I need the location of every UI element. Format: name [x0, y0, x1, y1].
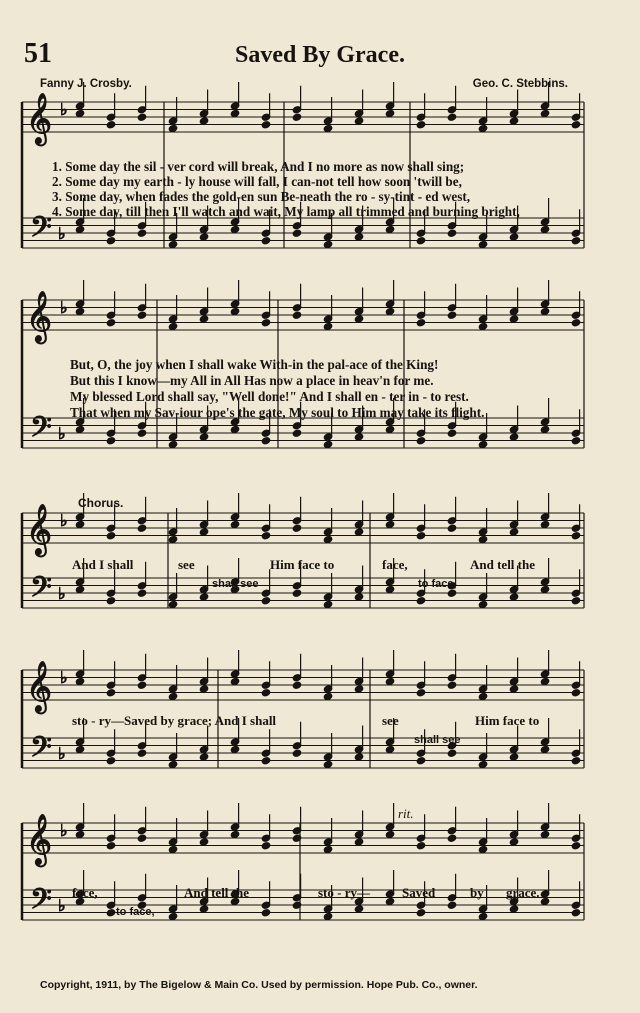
chorus-lyric-1: And I shall — [72, 557, 134, 572]
chorus-echo-2: to face, — [418, 578, 457, 590]
treble-staff-2 — [22, 300, 584, 330]
treble-staff-3 — [22, 513, 584, 543]
treble-notes-2 — [75, 280, 581, 331]
chorus-label: Chorus. — [78, 496, 124, 510]
verse-line-3: 3. Some day, when fades the gold-en sun Be-neath the ro - sy-tint - ed west, — [52, 189, 471, 204]
key-signature-bass-4: ♭ — [58, 744, 66, 763]
chorus-lyric-9: face, — [72, 885, 98, 900]
chorus-lyric-7: see — [382, 713, 399, 728]
key-signature-treble-3: ♭ — [60, 511, 68, 530]
treble-notes-1 — [75, 82, 581, 133]
treble-notes-3 — [75, 493, 581, 544]
treble-clef-3: 𝄞 — [26, 504, 53, 555]
treble-clef-4: 𝄞 — [26, 661, 53, 712]
chorus-echo-4: to face, — [116, 906, 155, 918]
treble-clef-1: 𝄞 — [26, 93, 53, 144]
verse2-line-1: But, O, the joy when I shall wake With-in the pal-ace of the King! — [70, 357, 439, 372]
chorus-echo-3: shall see — [414, 734, 461, 746]
bass-staff-4 — [22, 738, 584, 768]
treble-clef-2: 𝄞 — [26, 291, 53, 342]
chorus-lyric-14: grace. — [506, 885, 540, 900]
chorus-lyric-2: see — [178, 557, 195, 572]
ritardando-mark: rit. — [398, 806, 414, 821]
treble-staff-5 — [22, 823, 584, 853]
chorus-lyric-12: Saved — [402, 885, 436, 900]
author-credit: Fanny J. Crosby. — [40, 78, 132, 90]
chorus-lyric-6: sto - ry—Saved by grace; And I shall — [72, 713, 277, 728]
verse-line-4: 4. Some day, till then I'll watch and wait, My lamp all trimmed and burning bright, — [52, 204, 520, 219]
key-signature-treble-1: ♭ — [60, 100, 68, 119]
chorus-lyric-5: And tell the — [470, 557, 535, 572]
chorus-lyric-4: face, — [382, 557, 408, 572]
treble-notes-4 — [75, 650, 581, 701]
treble-staff-1 — [22, 102, 584, 132]
hymn-number: 51 — [24, 38, 52, 69]
copyright-notice: Copyright, 1911, by The Bigelow & Main Co. Used by permission. Hope Pub. Co., owner. — [40, 979, 478, 991]
verse2-line-3: My blessed Lord shall say, "Well done!" And I shall en - ter in - to rest. — [70, 389, 469, 404]
treble-notes-5 — [75, 803, 581, 854]
key-signature-treble-4: ♭ — [60, 668, 68, 687]
chorus-lyric-11: sto - ry— — [318, 885, 370, 900]
chorus-echo-1: shall see — [212, 578, 259, 590]
bass-clef-5: 𝄢 — [30, 883, 52, 923]
hymn-title: Saved By Grace. — [235, 42, 405, 68]
chorus-lyric-8: Him face to — [475, 713, 540, 728]
bass-clef-2: 𝄢 — [30, 411, 52, 451]
key-signature-bass-3: ♭ — [58, 584, 66, 603]
key-signature-bass-1: ♭ — [58, 224, 66, 243]
bass-staff-5 — [22, 890, 584, 920]
composer-credit: Geo. C. Stebbins. — [472, 78, 568, 90]
bass-staff-1 — [22, 218, 584, 248]
bass-staff-2 — [22, 418, 584, 448]
chorus-lyric-10: And tell the — [184, 885, 249, 900]
verse2-line-2: But this I know—my All in All Has now a place in heav'n for me. — [70, 373, 434, 388]
bass-clef-4: 𝄢 — [30, 731, 52, 771]
treble-clef-5: 𝄞 — [26, 814, 53, 865]
key-signature-bass-2: ♭ — [58, 424, 66, 443]
key-signature-treble-5: ♭ — [60, 821, 68, 840]
verse-line-1: 1. Some day the sil - ver cord will break, And I no more as now shall sing; — [52, 159, 465, 174]
treble-staff-4 — [22, 670, 584, 700]
chorus-lyric-3: Him face to — [270, 557, 335, 572]
bass-clef-3: 𝄢 — [30, 571, 52, 611]
key-signature-bass-5: ♭ — [58, 896, 66, 915]
verse2-line-4: That when my Sav-iour ope's the gate, My soul to Him may take its flight. — [70, 405, 485, 420]
verse-line-2: 2. Some day my earth - ly house will fall, I can-not tell how soon 'twill be, — [52, 174, 462, 189]
key-signature-treble-2: ♭ — [60, 298, 68, 317]
chorus-lyric-13: by — [470, 885, 484, 900]
bass-staff-3 — [22, 578, 584, 608]
bass-clef-1: 𝄢 — [30, 211, 52, 251]
